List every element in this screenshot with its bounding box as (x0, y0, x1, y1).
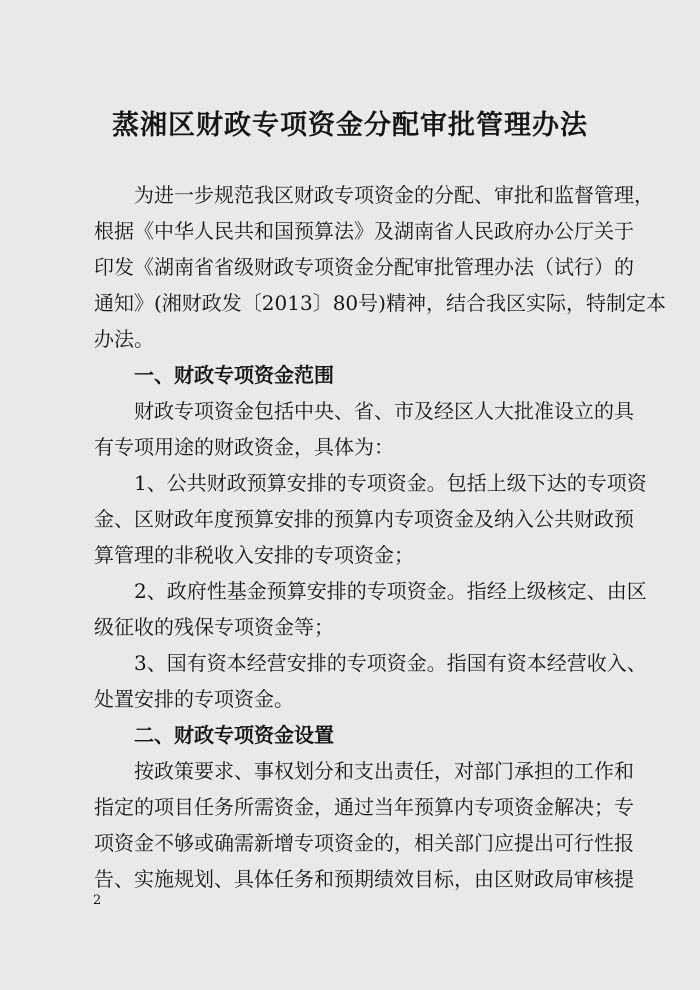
paragraph-line: 有专项用途的财政资金，具体为： (94, 435, 394, 459)
section-heading: 二、财政专项资金设置 (134, 723, 334, 747)
paragraph-line: 2、政府性基金预算安排的专项资金。指经上级核定、由区 (134, 579, 647, 603)
paragraph-line: 财政专项资金包括中央、省、市及经区人大批准设立的具 (134, 399, 634, 423)
paragraph-line: 项资金不够或确需新增专项资金的，相关部门应提出可行性报 (94, 831, 634, 855)
paragraph-line: 告、实施规划、具体任务和预期绩效目标，由区财政局审核提 (94, 867, 634, 891)
paragraph-line: 处置安排的专项资金。 (94, 687, 294, 711)
paragraph-line: 3、国有资本经营安排的专项资金。指国有资本经营收入、 (134, 651, 647, 675)
paragraph-line: 金、区财政年度预算安排的预算内专项资金及纳入公共财政预 (94, 507, 634, 531)
page-number: 2 (93, 893, 102, 908)
section-heading: 一、财政专项资金范围 (134, 363, 334, 387)
paragraph-line: 级征收的残保专项资金等； (94, 615, 334, 639)
paragraph-line: 通知》(湘财政发〔2013〕80号)精神，结合我区实际，特制定本 (94, 291, 666, 315)
paragraph-line: 算管理的非税收入安排的专项资金； (94, 543, 414, 567)
document-title: 蒸湘区财政专项资金分配审批管理办法 (112, 110, 588, 141)
paragraph-line: 根据《中华人民共和国预算法》及湖南省人民政府办公厅关于 (94, 219, 634, 243)
paragraph-line: 为进一步规范我区财政专项资金的分配、审批和监督管理， (134, 183, 654, 207)
paragraph-line: 印发《湖南省省级财政专项资金分配审批管理办法（试行）的 (94, 255, 634, 279)
paragraph-line: 办法。 (94, 327, 154, 351)
paragraph-line: 1、公共财政预算安排的专项资金。包括上级下达的专项资 (134, 471, 647, 495)
paragraph-line: 指定的项目任务所需资金，通过当年预算内专项资金解决；专 (94, 795, 634, 819)
paragraph-line: 按政策要求、事权划分和支出责任，对部门承担的工作和 (134, 759, 634, 783)
